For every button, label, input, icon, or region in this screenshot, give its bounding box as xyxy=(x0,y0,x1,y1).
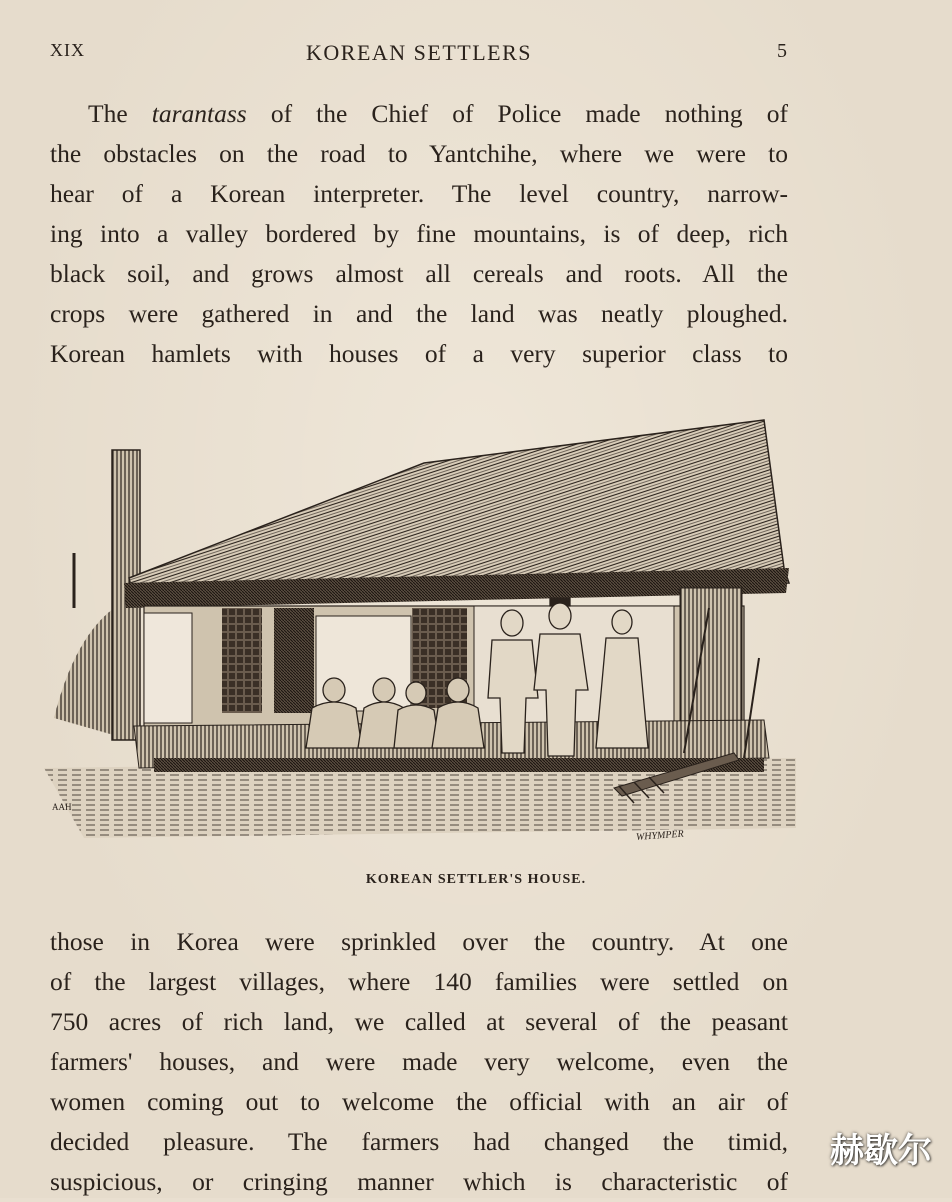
figure-caption: KOREAN SETTLER'S HOUSE. xyxy=(365,872,587,887)
text-line: suspicious, or cringing manner which is characteristic of xyxy=(50,1167,788,1196)
page-number: 5 xyxy=(777,40,788,62)
text-line: farmers' houses, and were made very welcome, even the xyxy=(50,1047,788,1076)
svg-text:WHYMPER: WHYMPER xyxy=(635,828,685,843)
text-line: Korean hamlets with houses of a very superior class to xyxy=(50,339,788,368)
paragraph-top xyxy=(50,94,788,374)
running-head xyxy=(50,40,788,70)
house-engraving xyxy=(44,408,796,853)
text-line: The tarantass of the Chief of Police made nothing of xyxy=(88,99,788,128)
text-line: the obstacles on the road to Yantchihe, where we were to xyxy=(50,139,788,168)
text-line: black soil, and grows almost all cereals and roots. All the xyxy=(50,259,788,288)
watermark: 赫歇尔 xyxy=(830,1131,932,1171)
page-title: KOREAN SETTLERS xyxy=(306,40,532,65)
text-line: of the largest villages, where 140 families were settled on xyxy=(50,967,788,996)
svg-text:AAH: AAH xyxy=(52,802,72,812)
text-line: women coming out to welcome the official with an air of xyxy=(50,1087,788,1116)
chapter-number: XIX xyxy=(50,40,85,60)
text-line: crops were gathered in and the land was neatly ploughed. xyxy=(50,299,788,328)
text-line: hear of a Korean interpreter. The level country, narrow- xyxy=(50,179,788,208)
text-line: ing into a valley bordered by fine mountains, is of deep, rich xyxy=(50,219,788,248)
text-line: those in Korea were sprinkled over the country. At one xyxy=(50,927,788,956)
text-line: decided pleasure. The farmers had changed the timid, xyxy=(50,1127,788,1156)
paragraph-bottom xyxy=(50,922,788,1202)
text-line: 750 acres of rich land, we called at several of the peasant xyxy=(50,1007,788,1036)
